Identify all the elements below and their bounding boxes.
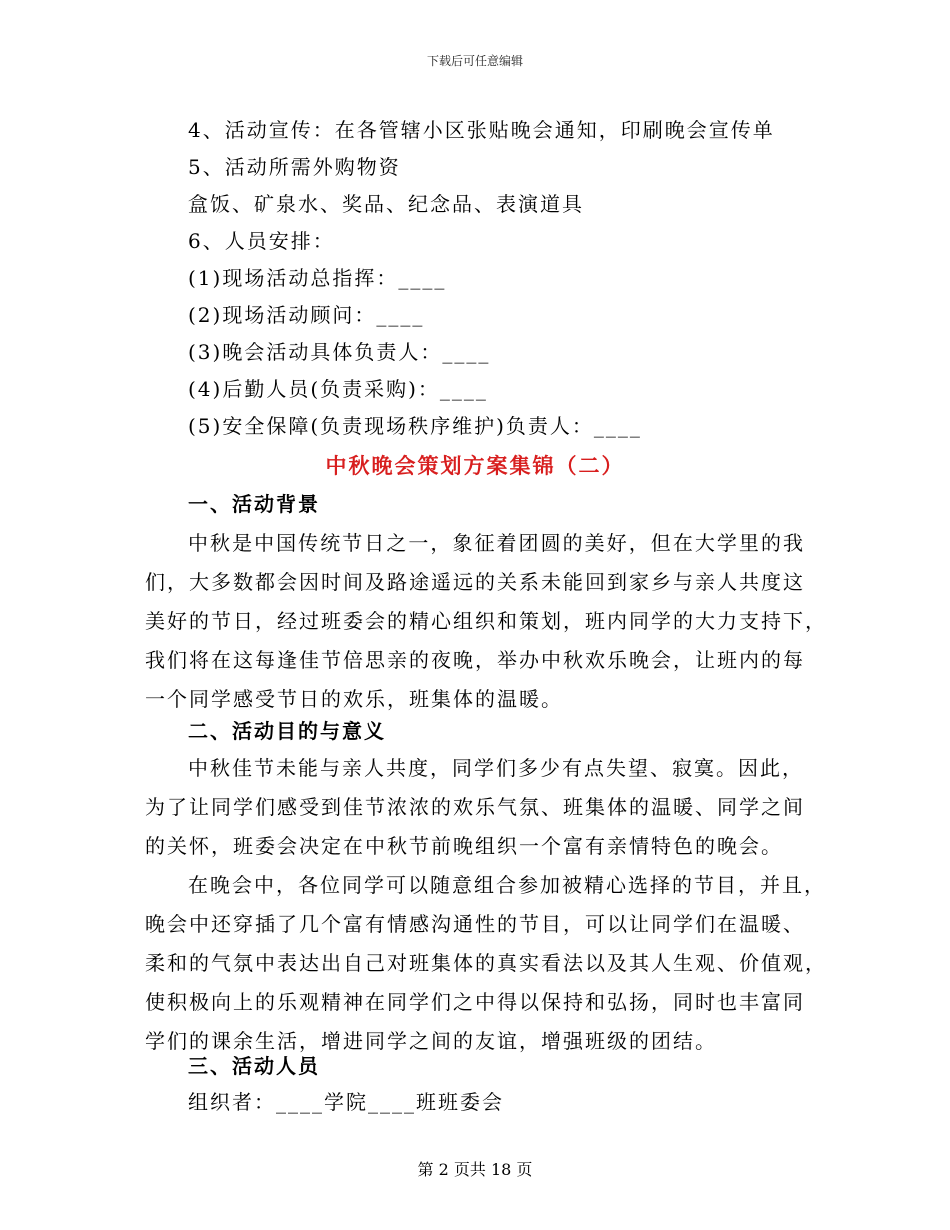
paragraph-line: 中秋佳节未能与亲人共度，同学们多少有点失望、寂寞。因此， (188, 756, 804, 780)
paragraph-line: 盒饭、矿泉水、奖品、纪念品、表演道具 (188, 192, 584, 216)
paragraph-line: 5、活动所需外购物资 (188, 155, 401, 179)
paragraph-line: (3)晚会活动具体负责人：____ (188, 340, 491, 364)
paragraph-line: 美好的节日，经过班委会的精心组织和策划，班内同学的大力支持下， (145, 609, 827, 633)
paragraph-line: 们，大多数都会因时间及路途遥远的关系未能回到家乡与亲人共度这 (145, 570, 805, 594)
paragraph-line: 使积极向上的乐观精神在同学们之中得以保持和弘扬，同时也丰富同 (145, 990, 805, 1014)
paragraph-line: (1)现场活动总指挥：____ (188, 266, 447, 290)
paragraph-line: (5)安全保障(负责现场秩序维护)负责人：____ (188, 414, 642, 438)
paragraph-line: 柔和的气氛中表达出自己对班集体的真实看法以及其人生观、价值观， (145, 951, 827, 975)
paragraph-line: 组织者：____学院____班班委会 (188, 1090, 504, 1114)
paragraph-line: 6、人员安排： (188, 229, 335, 253)
paragraph-line: 4、活动宣传：在各管辖小区张贴晚会通知，印刷晚会宣传单 (188, 118, 775, 142)
paragraph-line: 为了让同学们感受到佳节浓浓的欢乐气氛、班集体的温暖、同学之间 (145, 795, 805, 819)
paragraph-line: (2)现场活动顾问：____ (188, 303, 425, 327)
paragraph-line: 的关怀，班委会决定在中秋节前晚组织一个富有亲情特色的晚会。 (145, 834, 783, 858)
page-header: 下载后可任意编辑 (426, 54, 523, 68)
paragraph-line: 学们的课余生活，增进同学之间的友谊，增强班级的团结。 (145, 1029, 717, 1053)
section-title: 中秋晚会策划方案集锦（二） (325, 453, 625, 478)
section-heading: 一、活动背景 (188, 492, 320, 516)
paragraph-line: 中秋是中国传统节日之一，象征着团圆的美好，但在大学里的我 (188, 531, 805, 555)
paragraph-line: 我们将在这每逢佳节倍思亲的夜晚，举办中秋欢乐晚会，让班内的每 (145, 648, 805, 672)
paragraph-line: (4)后勤人员(负责采购)：____ (188, 377, 488, 401)
section-heading: 三、活动人员 (188, 1054, 320, 1078)
section-heading: 二、活动目的与意义 (188, 719, 386, 743)
page-footer: 第 2 页共 18 页 (417, 1160, 533, 1179)
paragraph-line: 晚会中还穿插了几个富有情感沟通性的节目，可以让同学们在温暖、 (145, 912, 805, 936)
paragraph-line: 一个同学感受节日的欢乐，班集体的温暖。 (145, 687, 563, 711)
paragraph-line: 在晚会中，各位同学可以随意组合参加被精心选择的节目，并且， (188, 873, 826, 897)
